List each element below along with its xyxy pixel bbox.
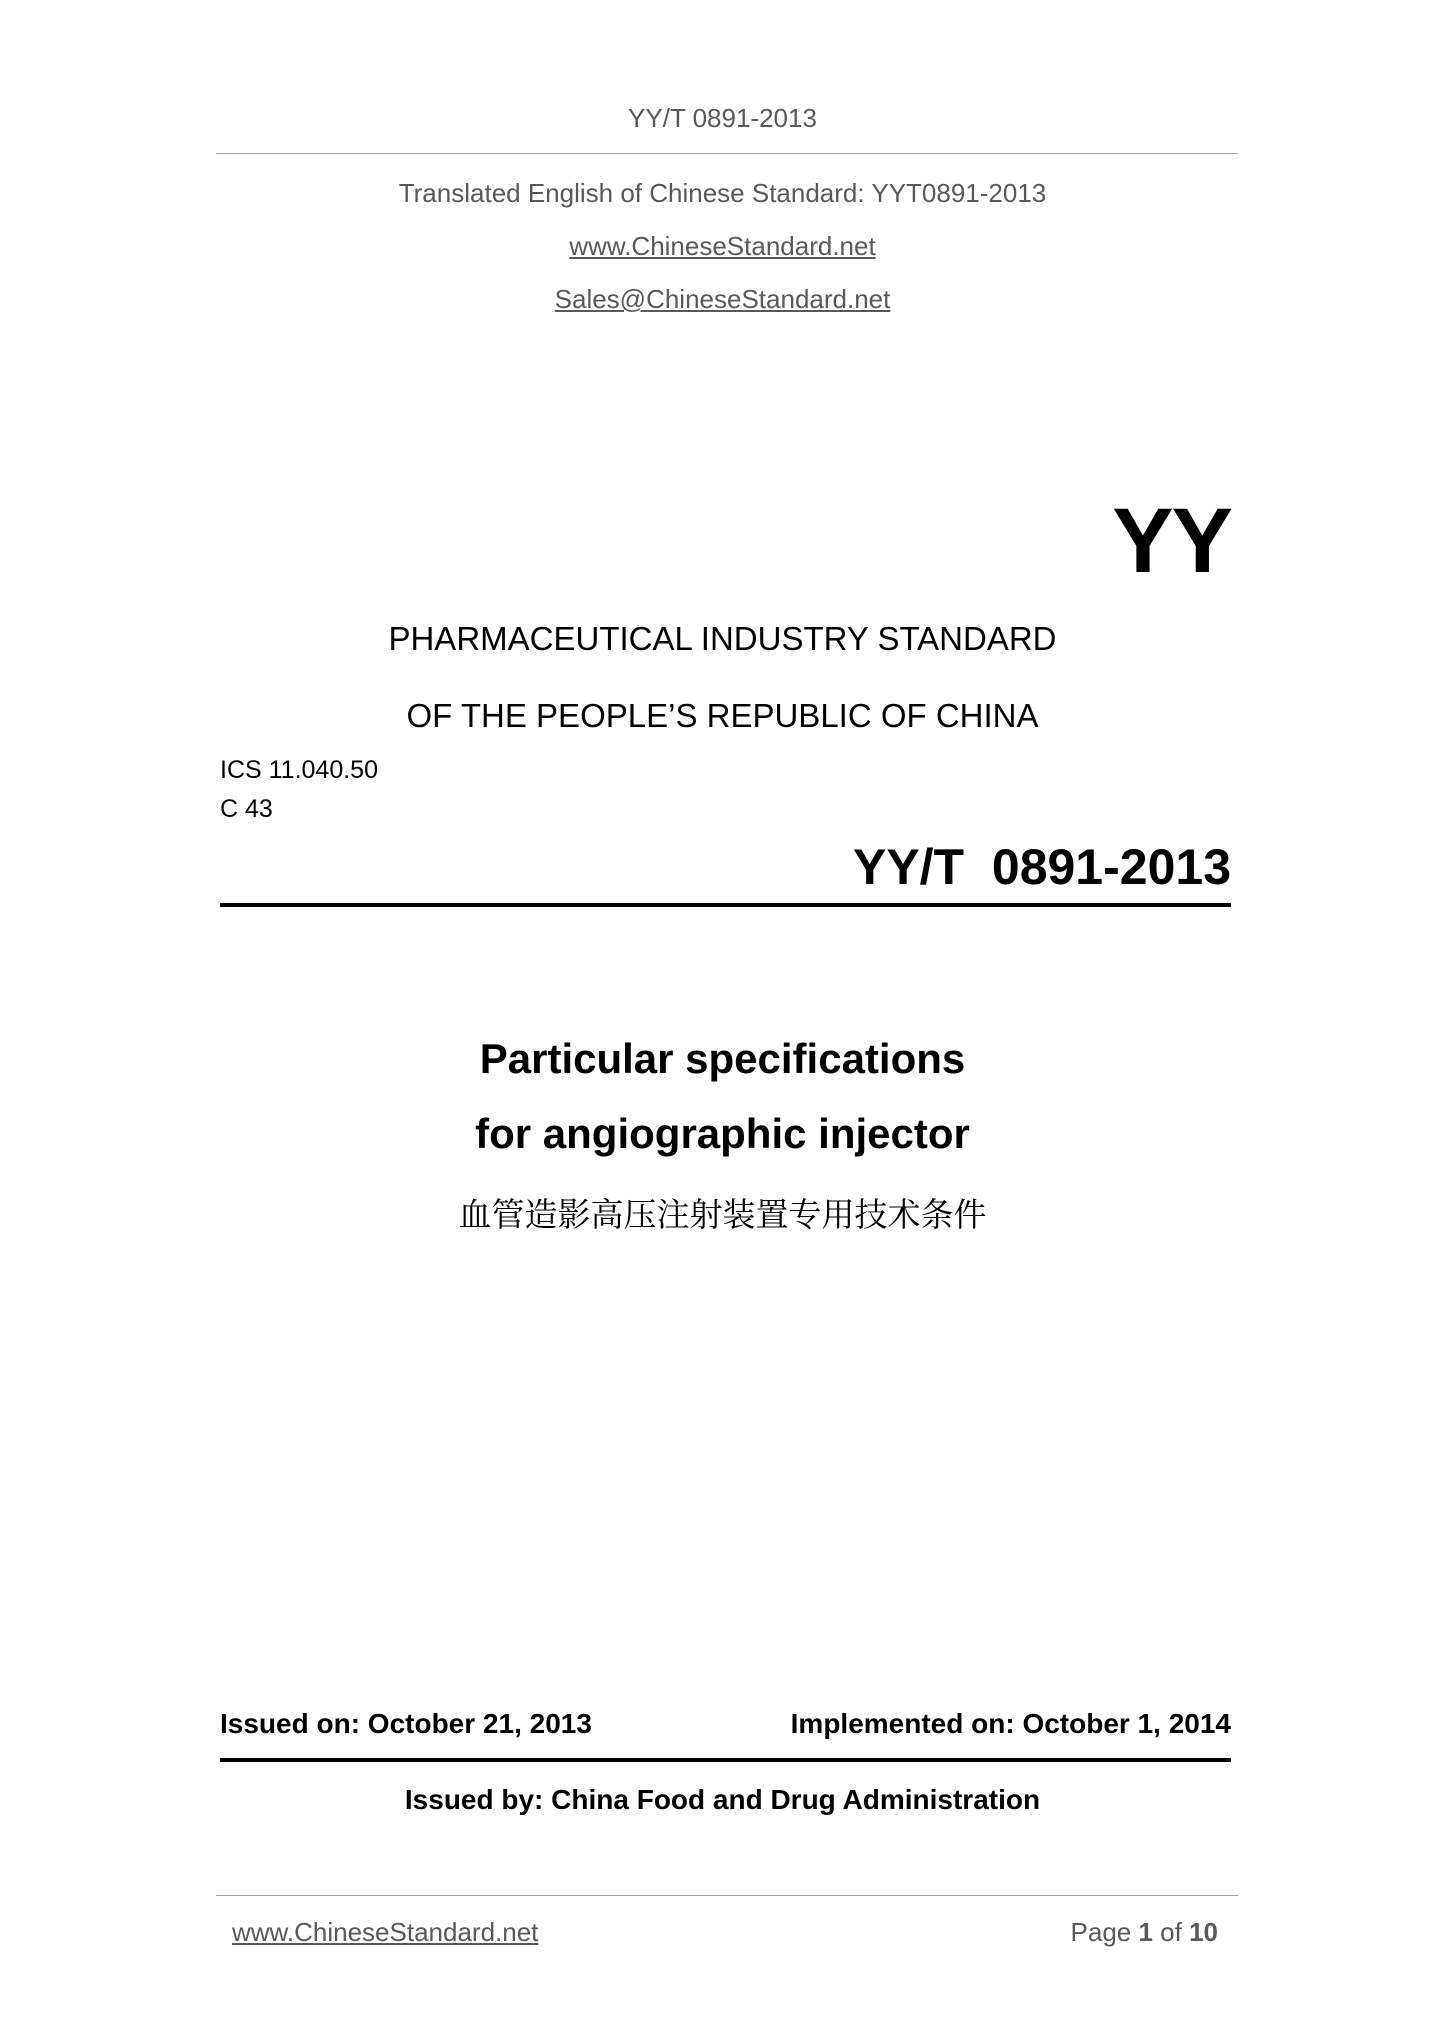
standard-number: YY/T 0891-2013 (852, 839, 1231, 895)
footer-website-link[interactable]: www.ChineseStandard.net (232, 1917, 539, 1947)
page-word: Page (1070, 1917, 1139, 1947)
page-current: 1 (1138, 1917, 1153, 1947)
title-chinese: 血管造影高压注射装置专用技术条件 (458, 1195, 987, 1234)
page-of: of (1152, 1917, 1190, 1947)
ics-code: ICS 11.040.50 (220, 756, 378, 784)
website-link[interactable]: www.ChineseStandard.net (569, 231, 876, 261)
running-title: YY/T 0891-2013 (628, 103, 817, 133)
issued-date: Issued on: October 21, 2013 (220, 1708, 592, 1739)
page-indicator (1071, 1917, 1218, 1948)
footer-divider (216, 1895, 1238, 1896)
industry-line-2: OF THE PEOPLE’S REPUBLIC OF CHINA (406, 697, 1039, 734)
title-line-2: for angiographic injector (475, 1110, 970, 1157)
header-divider (216, 153, 1238, 154)
classification-code: C 43 (220, 795, 273, 823)
industry-line-1: PHARMACEUTICAL INDUSTRY STANDARD (388, 620, 1057, 657)
dates-rule (220, 1758, 1231, 1762)
standard-code-prefix: YY (1112, 490, 1231, 592)
standard-number-rule (220, 903, 1231, 907)
page-total: 10 (1189, 1917, 1218, 1947)
issuer: Issued by: China Food and Drug Administration (404, 1784, 1041, 1815)
email-link[interactable]: Sales@ChineseStandard.net (554, 284, 891, 314)
implemented-date: Implemented on: October 1, 2014 (790, 1708, 1231, 1739)
translated-notice: Translated English of Chinese Standard: YYT0891-2013 (398, 178, 1047, 208)
title-line-1: Particular specifications (479, 1035, 966, 1082)
